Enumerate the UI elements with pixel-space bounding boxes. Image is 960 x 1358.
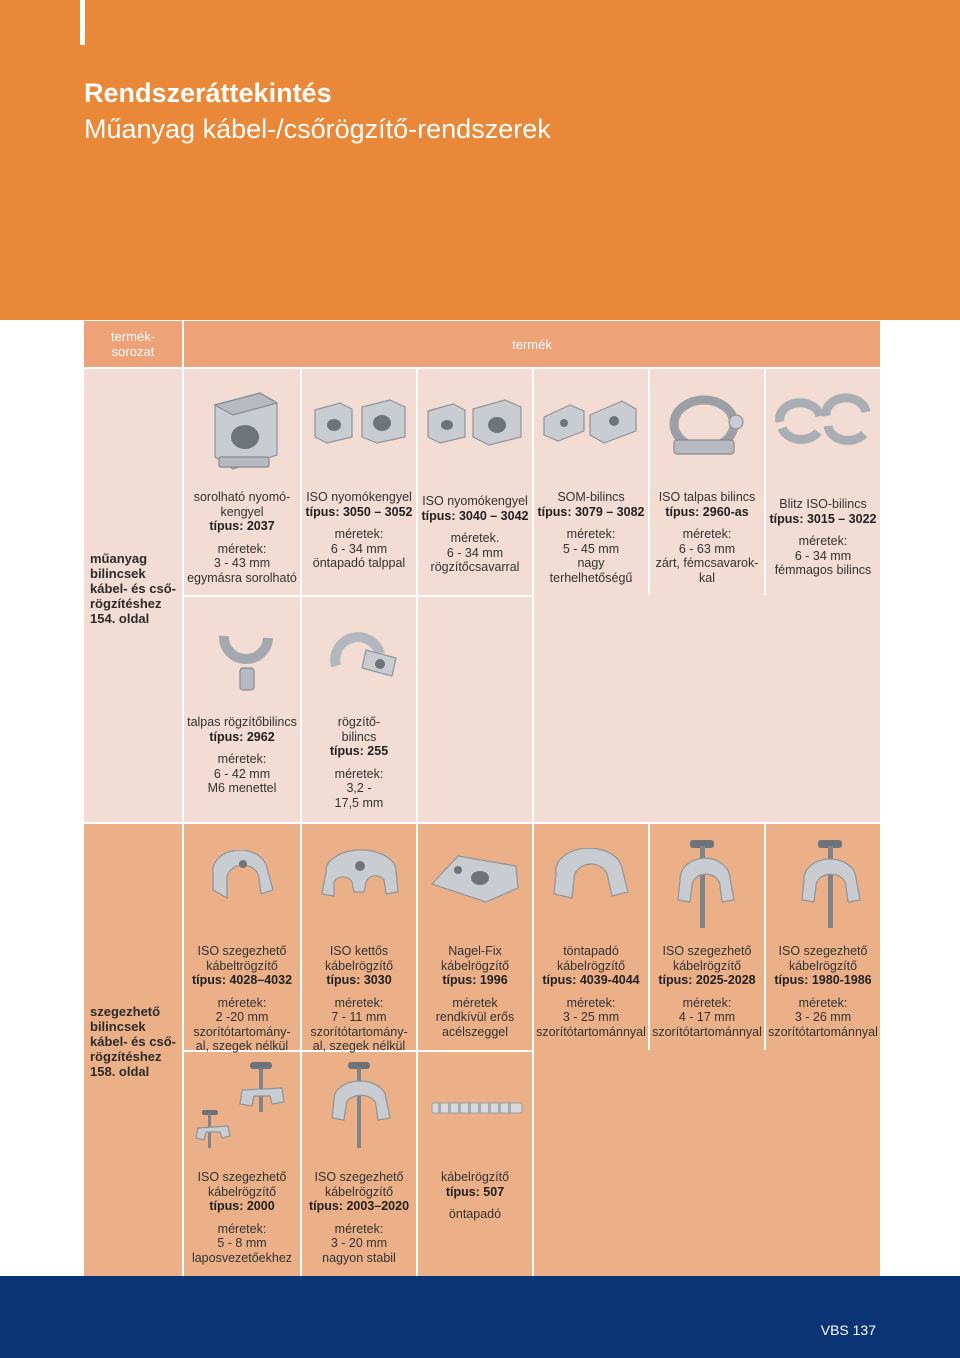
- product-type: típus: 2000: [209, 1199, 275, 1213]
- product-dimensions: méretek: 3 - 25 mm szorítótartománnyal: [536, 995, 646, 1039]
- product-type: típus: 1980-1986: [774, 973, 872, 987]
- product-type: típus: 1996: [442, 973, 508, 987]
- product-name: Nagel-Fix kábelrögzítő: [440, 944, 510, 973]
- product-dimensions: méretek: 3,2 - 17,5 mm: [334, 766, 384, 810]
- product-image-2960: [662, 388, 752, 463]
- product-image-3079: [540, 395, 640, 450]
- product-dimensions: méretek: 5 - 45 mm nagy terhelhetőségű: [549, 527, 633, 585]
- product-name: kábelrögzítő: [440, 1170, 510, 1184]
- product-dimensions: méretek: 2 -20 mm szorítótartomány- al, szegek nélkül: [193, 995, 291, 1053]
- product-image-2000: [190, 1058, 300, 1153]
- product-dimensions: méretek: 6 - 34 mm öntapadó talppal: [312, 527, 406, 570]
- spacer: [765, 526, 881, 534]
- product-type: típus: 3030: [326, 973, 392, 987]
- product-2960: [649, 490, 765, 585]
- product-type: típus: 507: [445, 1184, 505, 1199]
- product-dimensions: méretek: 4 - 17 mm szorítótartománnyal: [652, 995, 762, 1039]
- spacer: [184, 988, 300, 996]
- product-image-2962: [212, 618, 282, 693]
- spacer: [301, 759, 417, 767]
- spacer: [417, 988, 533, 996]
- product-type: típus: 2962: [209, 729, 275, 744]
- product-dimensions: méretek: 3 - 20 mm nagyon stabil: [322, 1221, 396, 1265]
- product-name: rögzítő- bilincs: [337, 715, 381, 744]
- product-dimensions: méretek rendkívül erős acélszeggel: [435, 995, 515, 1039]
- product-name: ISO szegezhető kábelrögzítő: [314, 1170, 404, 1199]
- product-image-255: [322, 616, 402, 686]
- product-image-4028: [205, 850, 280, 910]
- spacer: [301, 1214, 417, 1222]
- product-name: ISO szegezhető kábelrögzítő: [778, 944, 868, 973]
- product-dimensions: méretek: 6 - 42 mm M6 menettel: [207, 752, 277, 795]
- product-type: típus: 2037: [209, 519, 275, 533]
- product-name: ISO kettős kábelrögzítő: [324, 944, 394, 973]
- category-text: szegezhető bilincsek kábel- és cső- rögzítéshez 158. oldal: [90, 1004, 176, 1079]
- footer-band: [0, 1276, 960, 1358]
- product-type: típus: 255: [329, 744, 389, 758]
- product-type: típus: 2025-2028: [658, 973, 756, 987]
- product-2025: [649, 944, 765, 1039]
- product-507: [417, 1170, 533, 1222]
- product-name: ISO nyomókengyel: [422, 494, 528, 508]
- product-image-2003: [318, 1058, 408, 1153]
- product-dimensions: méretek: 3 - 26 mm szorítótartománnyal: [768, 995, 878, 1039]
- product-name: Blitz ISO-bilincs: [779, 497, 867, 511]
- product-dimensions: méretek. 6 - 34 mm rögzítőcsavarral: [430, 531, 520, 574]
- product-2000: [184, 1170, 300, 1265]
- section1-category-label: [90, 551, 176, 626]
- spacer: [417, 523, 533, 531]
- product-name: ISO talpas bilincs: [658, 490, 756, 504]
- product-image-3030: [318, 848, 403, 908]
- header-product-series-label: [111, 329, 155, 359]
- product-2037: [184, 490, 300, 585]
- product-dimensions: méretek: 6 - 34 mm fémmagos bilincs: [774, 534, 872, 577]
- product-dimensions: méretek: 7 - 11 mm szorítótartomány- al, szegek nélkül: [310, 995, 408, 1053]
- product-4028: [184, 944, 300, 1054]
- product-dimensions: méretek: 3 - 43 mm egymásra sorolható: [187, 541, 297, 585]
- product-image-3040: [425, 395, 525, 450]
- product-image-2037: [205, 385, 285, 475]
- product-4039: [533, 944, 649, 1039]
- product-type: típus: 2960-as: [665, 504, 749, 519]
- header-series-text: termék- sorozat: [110, 329, 156, 359]
- product-name: töntapadó kábelrögzítő: [556, 944, 626, 973]
- product-image-1996: [428, 848, 523, 908]
- spacer: [184, 1214, 300, 1222]
- header-product-series: [84, 321, 182, 367]
- product-3050: [301, 490, 417, 571]
- product-2003: [301, 1170, 417, 1265]
- header-product: [184, 321, 880, 367]
- spacer: [301, 519, 417, 527]
- product-name: talpas rögzítőbilincs: [187, 715, 297, 729]
- product-name: ISO szegezhető kábeltrögzítő: [197, 944, 287, 973]
- product-image-3015: [772, 392, 872, 457]
- header-product-label: termék: [512, 336, 552, 352]
- product-dimensions: öntapadó: [448, 1207, 502, 1221]
- page-title: Rendszeráttekintés: [84, 78, 332, 108]
- product-255: [301, 715, 417, 810]
- product-type: típus: 3040 – 3042: [421, 508, 529, 523]
- product-3040: [417, 494, 533, 575]
- category-text: műanyag bilincsek kábel- és cső- rögzítéshez 154. oldal: [90, 551, 176, 626]
- spacer: [649, 988, 765, 996]
- product-1996: [417, 944, 533, 1039]
- spacer: [301, 988, 417, 996]
- page-number: VBS 137: [820, 1322, 876, 1338]
- product-name: SOM-bilincs: [557, 490, 625, 504]
- spacer: [184, 534, 300, 542]
- spacer: [649, 519, 765, 527]
- product-image-3050: [310, 395, 410, 450]
- product-dimensions: méretek: 6 - 63 mm zárt, fémcsavarok- kal: [655, 527, 759, 585]
- accent-bar: [80, 0, 85, 45]
- product-dimensions: méretek: 5 - 8 mm laposvezetőekhez: [191, 1221, 293, 1265]
- spacer: [533, 519, 649, 527]
- spacer: [184, 744, 300, 752]
- product-name: ISO szegezhető kábelrögzítő: [662, 944, 752, 973]
- spacer: [533, 988, 649, 996]
- product-3015: [765, 497, 881, 578]
- page-subtitle: Műanyag kábel-/csőrögzítő-rendszerek: [84, 114, 551, 144]
- row-divider: [184, 595, 532, 597]
- product-name: ISO nyomókengyel: [306, 490, 412, 504]
- product-name: ISO szegezhető kábelrögzítő: [197, 1170, 287, 1199]
- product-type: típus: 2003–2020: [308, 1199, 410, 1213]
- product-image-2025: [670, 838, 750, 933]
- product-type: típus: 4039-4044: [542, 973, 640, 987]
- product-type: típus: 3079 – 3082: [537, 504, 645, 519]
- product-type: típus: 3050 – 3052: [305, 504, 413, 519]
- product-type: típus: 4028–4032: [191, 973, 293, 987]
- product-image-4039: [548, 848, 633, 910]
- product-3030: [301, 944, 417, 1054]
- spacer: [417, 1199, 533, 1207]
- orange-header-band: [0, 0, 960, 320]
- product-name: sorolható nyomó- kengyel: [193, 490, 291, 519]
- product-type: típus: 3015 – 3022: [769, 511, 877, 526]
- product-3079: [533, 490, 649, 585]
- column-divider: [532, 369, 534, 822]
- product-1980: [765, 944, 881, 1039]
- product-2962: [184, 715, 300, 796]
- spacer: [765, 988, 881, 996]
- product-image-507: [430, 1100, 524, 1116]
- section2-category-label: [90, 1004, 176, 1079]
- product-image-1980: [790, 838, 870, 933]
